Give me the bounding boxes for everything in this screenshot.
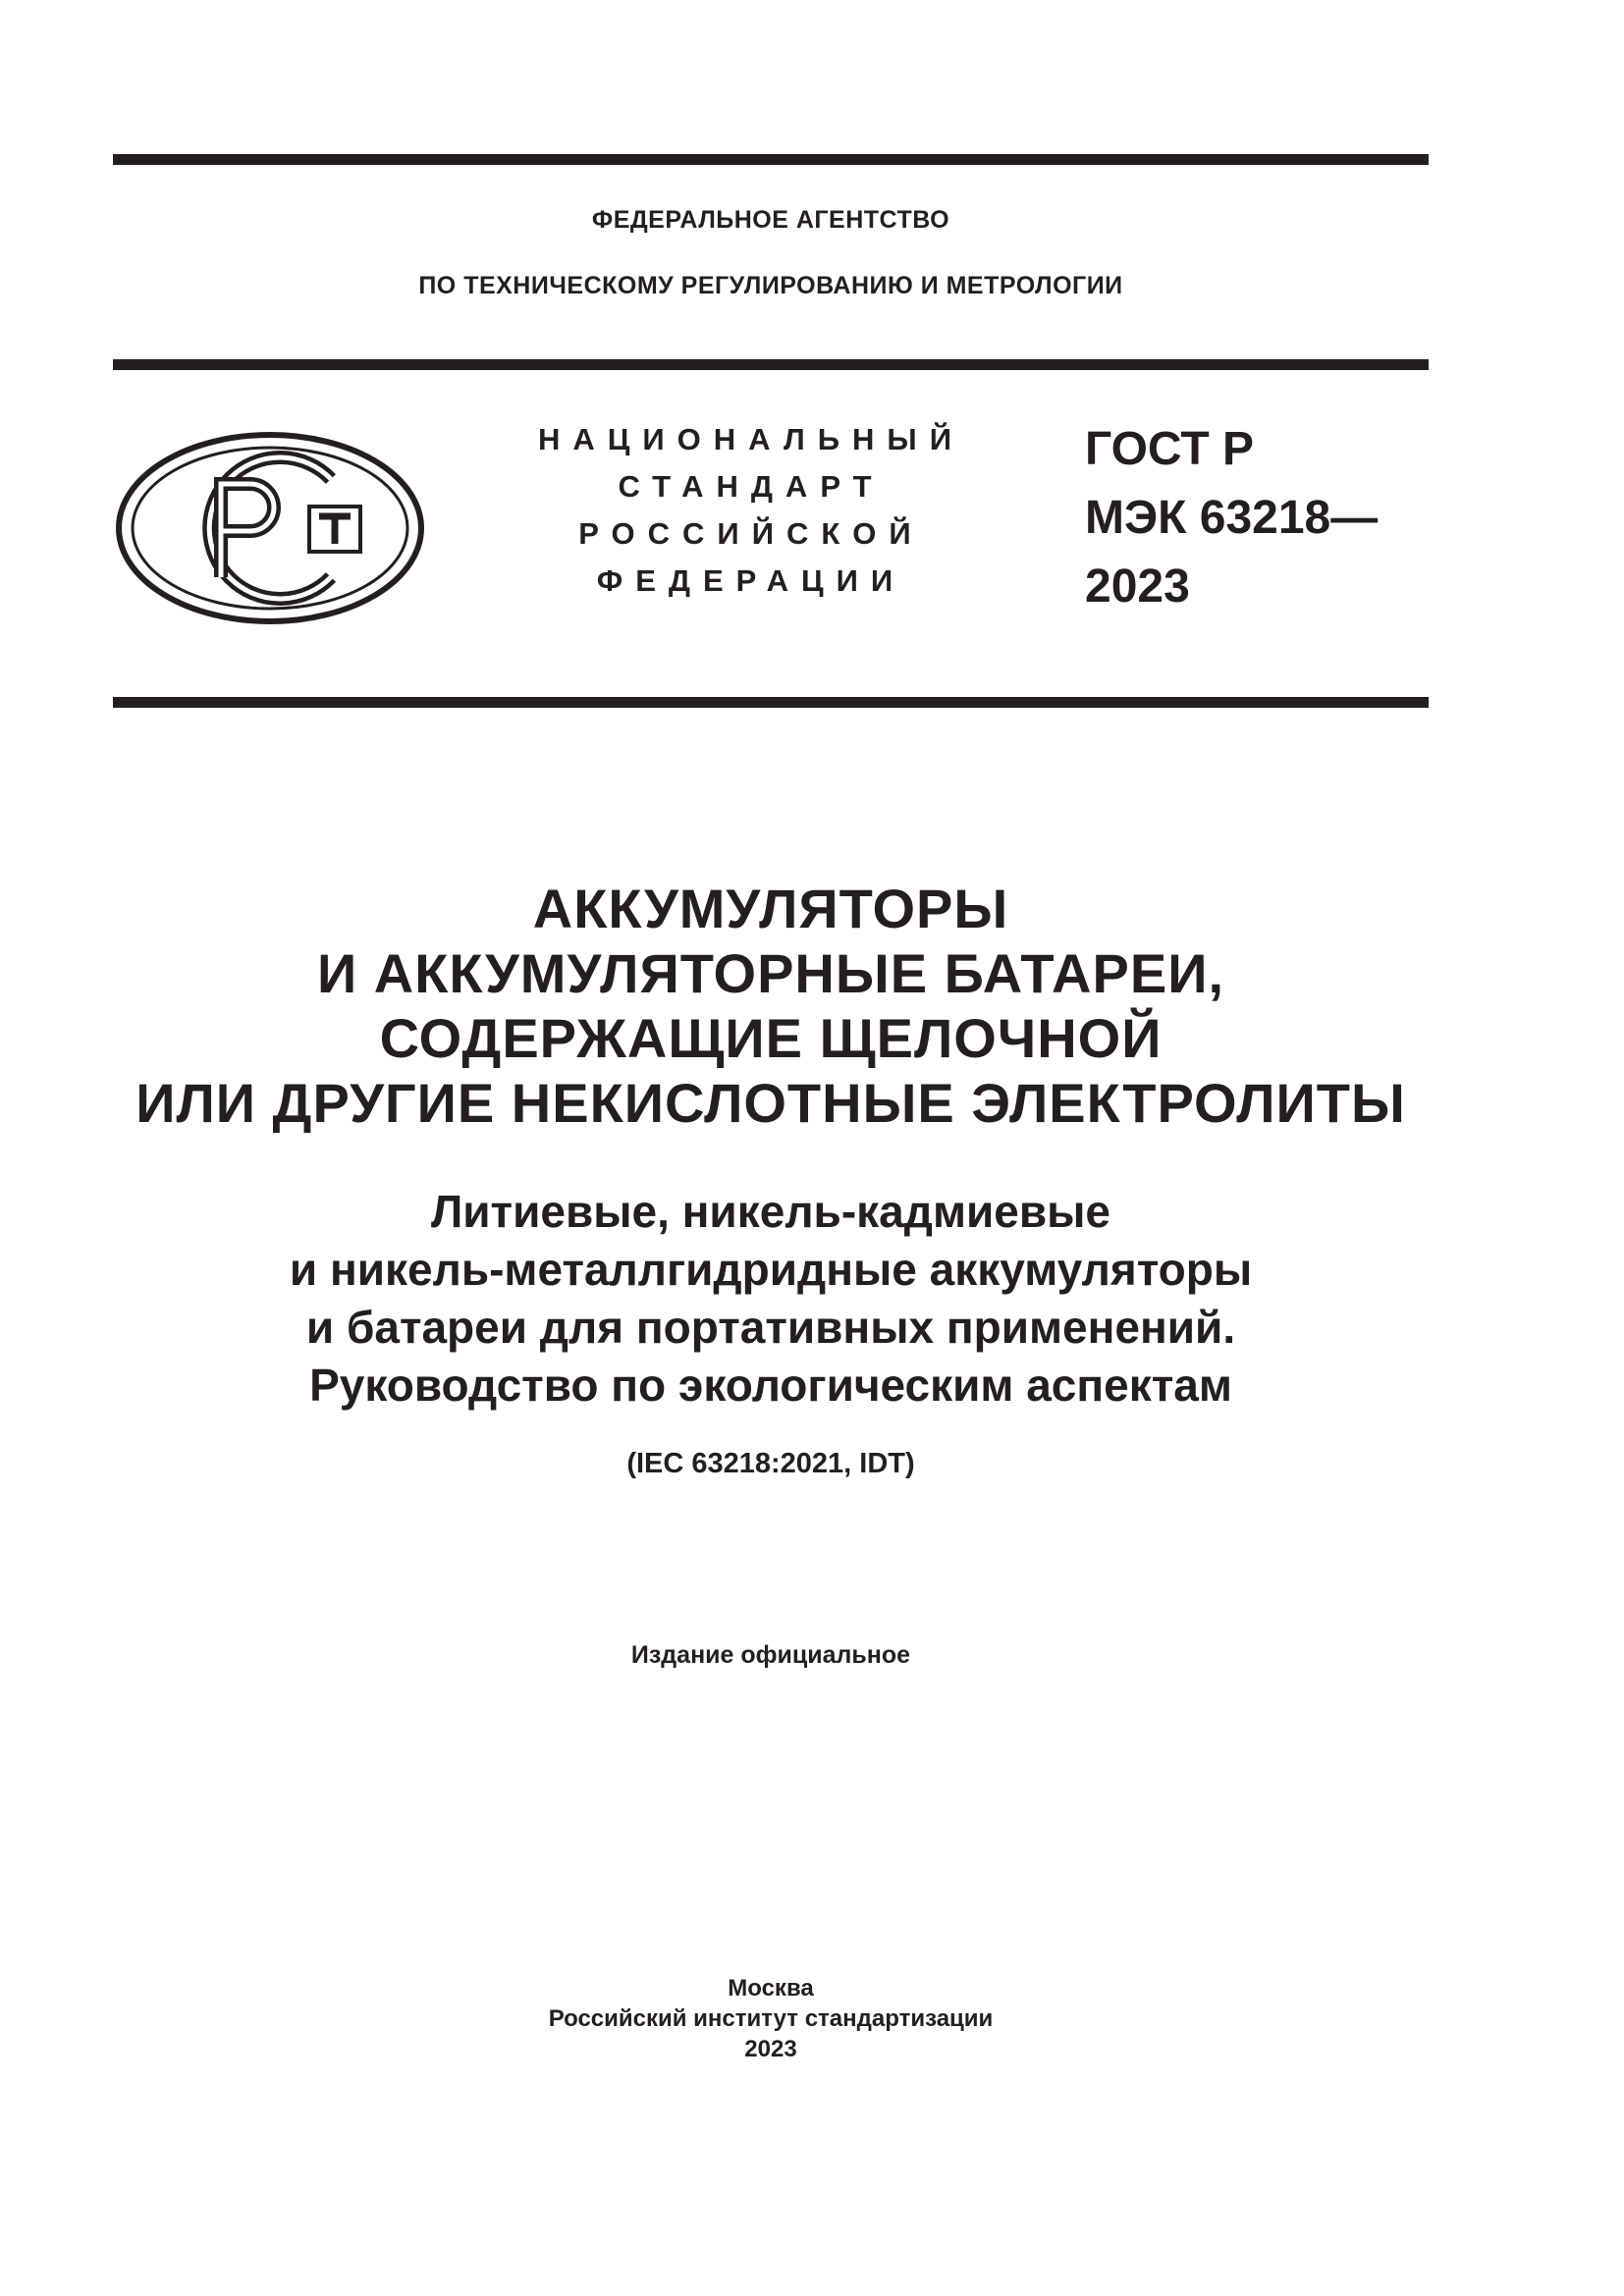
agency-line-1: ФЕДЕРАЛЬНОЕ АГЕНТСТВО (591, 206, 950, 234)
standard-type-line-2: СТАНДАРТ (618, 469, 885, 504)
subtitle-line-3: и батареи для портативных применений. (305, 1302, 1236, 1353)
designation-rule (113, 697, 1429, 708)
imprint-city: Москва (728, 1975, 814, 2002)
document-title (0, 877, 1542, 1136)
subtitle-line-4: Руководство по экологическим аспектам (309, 1360, 1232, 1411)
standard-designation (1085, 415, 1378, 621)
standard-type (530, 416, 972, 605)
document-subtitle (0, 1183, 1542, 1415)
title-line-4: ИЛИ ДРУГИЕ НЕКИСЛОТНЫЕ ЭЛЕКТРОЛИТЫ (135, 1072, 1406, 1134)
header-rule (113, 359, 1429, 370)
title-line-3: СОДЕРЖАЩИЕ ЩЕЛОЧНОЙ (379, 1007, 1163, 1069)
designation-line-3: 2023 (1085, 561, 1190, 613)
imprint (0, 1973, 1542, 2064)
designation-line-1: ГОСТ Р (1085, 423, 1255, 475)
subtitle-line-1: Литиевые, никель-кадмиевые (431, 1186, 1110, 1237)
iec-reference: (IEC 63218:2021, IDT) (626, 1448, 915, 1479)
subtitle-line-2: и никель-металлгидридные аккумуляторы (289, 1244, 1253, 1295)
title-line-2: И АККУМУЛЯТОРНЫЕ БАТАРЕИ, (316, 942, 1225, 1004)
top-rule (113, 154, 1429, 165)
title-line-1: АККУМУЛЯТОРЫ (532, 878, 1009, 939)
agency-line-2: ПО ТЕХНИЧЕСКОМУ РЕГУЛИРОВАНИЮ И МЕТРОЛОГИИ (418, 272, 1123, 299)
standard-type-line-1: НАЦИОНАЛЬНЫЙ (537, 422, 965, 456)
standard-type-line-4: ФЕДЕРАЦИИ (596, 563, 906, 598)
standard-type-line-3: РОССИЙСКОЙ (578, 516, 924, 551)
imprint-publisher: Российский институт стандартизации (548, 2005, 994, 2032)
edition-label: Издание официальное (630, 1641, 911, 1669)
rst-logo-icon (113, 430, 427, 631)
imprint-year: 2023 (744, 2036, 797, 2062)
designation-line-2: МЭК 63218— (1085, 492, 1379, 544)
